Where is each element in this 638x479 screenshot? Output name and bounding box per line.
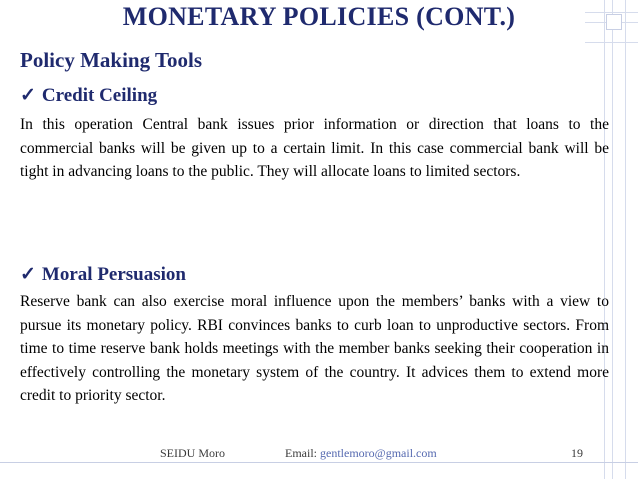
slide-title: MONETARY POLICIES (CONT.) bbox=[122, 2, 516, 31]
check-icon: ✓ bbox=[20, 264, 36, 285]
footer-divider bbox=[0, 462, 638, 463]
footer-email-link[interactable]: gentlemoro@gmail.com bbox=[320, 446, 437, 460]
decorative-line bbox=[625, 0, 626, 479]
page-number: 19 bbox=[571, 446, 583, 460]
section-heading-moral-persuasion bbox=[20, 263, 186, 286]
footer-email-label: Email: bbox=[285, 446, 317, 460]
footer-email bbox=[285, 446, 437, 461]
decorative-line bbox=[585, 42, 638, 43]
decorative-line bbox=[612, 0, 613, 479]
footer-author: SEIDU Moro bbox=[160, 446, 225, 460]
section-heading-label: Moral Persuasion bbox=[41, 264, 186, 285]
section-text-credit-ceiling: In this operation Central bank issues prior information or direction that loans to the commercial banks will be given up to a certain limit. In this case commercial bank will be tight in advancing loans to the public. They will allocate loans to limited sectors. bbox=[20, 116, 609, 180]
slide-subtitle: Policy Making Tools bbox=[20, 48, 203, 72]
section-text-moral-persuasion: Reserve bank can also exercise moral influence upon the members’ banks with a view to pursue its monetary policy. RBI convinces banks to curb loan to unproductive sectors. From time to time reserve bank holds meetings with the member banks seeking their cooperation in effectively controlling the monetary system of the country. It advices them to extend more credit to priority sector. bbox=[20, 293, 609, 404]
section-heading-credit-ceiling bbox=[20, 84, 157, 107]
section-heading-label: Credit Ceiling bbox=[41, 85, 158, 106]
check-icon: ✓ bbox=[20, 85, 36, 106]
